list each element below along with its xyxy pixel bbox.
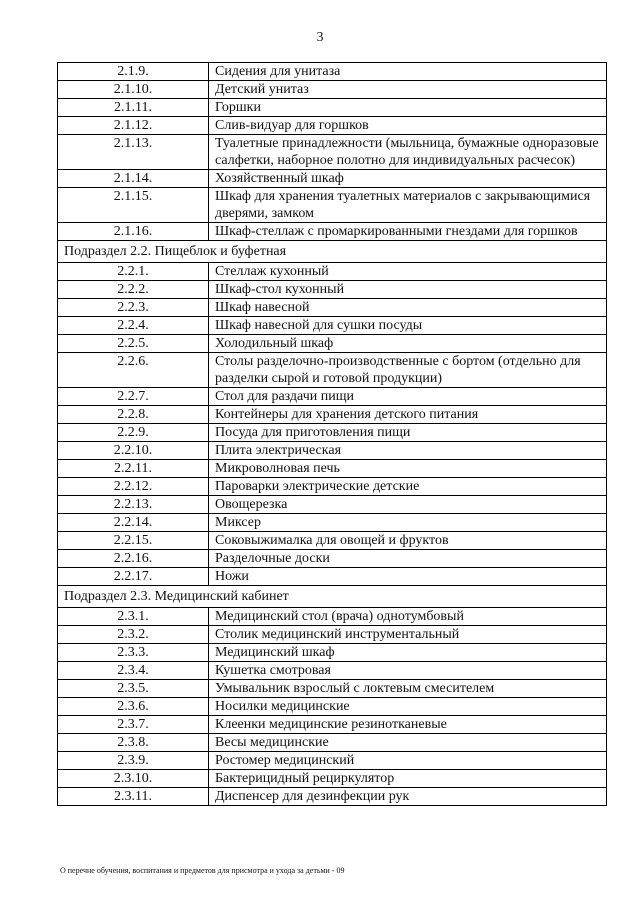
section-title: Подраздел 2.2. Пищеблок и буфетная: [58, 241, 607, 263]
item-number: 2.2.14.: [58, 514, 209, 532]
item-name: Ножи: [209, 568, 607, 586]
table-row: [58, 99, 607, 117]
table-row: [58, 532, 607, 550]
item-name: Туалетные принадлежности (мыльница, бумажные одноразовые салфетки, наборное полотно для индивидуальных расчесок): [209, 135, 607, 170]
item-name: Столик медицинский инструментальный: [209, 626, 607, 644]
item-number: 2.2.13.: [58, 496, 209, 514]
item-name: Весы медицинские: [209, 734, 607, 752]
table-row: [58, 680, 607, 698]
item-number: 2.3.8.: [58, 734, 209, 752]
item-name: Кушетка смотровая: [209, 662, 607, 680]
item-name: Носилки медицинские: [209, 698, 607, 716]
table-row: [58, 716, 607, 734]
table-row: [58, 406, 607, 424]
table-row: [58, 626, 607, 644]
item-number: 2.3.11.: [58, 788, 209, 806]
item-name: Ростомер медицинский: [209, 752, 607, 770]
item-name: Детский унитаз: [209, 81, 607, 99]
table-row: [58, 698, 607, 716]
item-number: 2.2.17.: [58, 568, 209, 586]
item-name: Клеенки медицинские резинотканевые: [209, 716, 607, 734]
section-header-row: [58, 586, 607, 608]
item-name: Шкаф навесной для сушки посуды: [209, 317, 607, 335]
table-row: [58, 478, 607, 496]
page-footer: О перечне обучения, воспитания и предметов для присмотра и ухода за детьми - 09: [60, 866, 345, 875]
item-number: 2.3.1.: [58, 608, 209, 626]
table-row: [58, 188, 607, 223]
item-name: Холодильный шкаф: [209, 335, 607, 353]
item-number: 2.2.15.: [58, 532, 209, 550]
table-row: [58, 299, 607, 317]
item-name: Пароварки электрические детские: [209, 478, 607, 496]
item-number: 2.2.9.: [58, 424, 209, 442]
item-name: Горшки: [209, 99, 607, 117]
item-number: 2.2.5.: [58, 335, 209, 353]
item-number: 2.3.6.: [58, 698, 209, 716]
item-name: Соковыжималка для овощей и фруктов: [209, 532, 607, 550]
table-row: [58, 644, 607, 662]
item-number: 2.1.11.: [58, 99, 209, 117]
item-number: 2.3.10.: [58, 770, 209, 788]
table-row: [58, 117, 607, 135]
item-number: 2.3.7.: [58, 716, 209, 734]
item-number: 2.1.14.: [58, 170, 209, 188]
item-number: 2.2.1.: [58, 263, 209, 281]
table-row: [58, 752, 607, 770]
table-row: [58, 263, 607, 281]
table-row: [58, 81, 607, 99]
item-name: Слив-видуар для горшков: [209, 117, 607, 135]
table-row: [58, 460, 607, 478]
table-row: [58, 335, 607, 353]
item-name: Стол для раздачи пищи: [209, 388, 607, 406]
item-number: 2.1.10.: [58, 81, 209, 99]
item-number: 2.1.9.: [58, 63, 209, 81]
table-row: [58, 424, 607, 442]
item-name: Контейнеры для хранения детского питания: [209, 406, 607, 424]
item-name: Столы разделочно-производственные с бортом (отдельно для разделки сырой и готовой продукции): [209, 353, 607, 388]
item-number: 2.2.3.: [58, 299, 209, 317]
table-row: [58, 281, 607, 299]
item-number: 2.3.9.: [58, 752, 209, 770]
item-name: Шкаф навесной: [209, 299, 607, 317]
section-title: Подраздел 2.3. Медицинский кабинет: [58, 586, 607, 608]
item-number: 2.3.2.: [58, 626, 209, 644]
item-number: 2.2.10.: [58, 442, 209, 460]
table-row: [58, 734, 607, 752]
table-row: [58, 317, 607, 335]
item-name: Шкаф для хранения туалетных материалов с закрывающимися дверями, замком: [209, 188, 607, 223]
table-row: [58, 353, 607, 388]
item-number: 2.1.13.: [58, 135, 209, 170]
section-header-row: [58, 241, 607, 263]
table-row: [58, 514, 607, 532]
item-number: 2.1.16.: [58, 223, 209, 241]
item-number: 2.2.8.: [58, 406, 209, 424]
table-row: [58, 496, 607, 514]
item-number: 2.2.6.: [58, 353, 209, 388]
page-number: 3: [316, 30, 324, 45]
item-number: 2.3.4.: [58, 662, 209, 680]
item-number: 2.2.12.: [58, 478, 209, 496]
table-row: [58, 442, 607, 460]
table-row: [58, 770, 607, 788]
item-name: Овощерезка: [209, 496, 607, 514]
item-name: Посуда для приготовления пищи: [209, 424, 607, 442]
table-row: [58, 223, 607, 241]
item-name: Плита электрическая: [209, 442, 607, 460]
table-row: [58, 568, 607, 586]
item-name: Шкаф-стол кухонный: [209, 281, 607, 299]
item-name: Хозяйственный шкаф: [209, 170, 607, 188]
item-number: 2.2.11.: [58, 460, 209, 478]
item-name: Стеллаж кухонный: [209, 263, 607, 281]
item-name: Сидения для унитаза: [209, 63, 607, 81]
table-row: [58, 63, 607, 81]
table-row: [58, 170, 607, 188]
table-row: [58, 608, 607, 626]
item-name: Умывальник взрослый с локтевым смесителем: [209, 680, 607, 698]
item-number: 2.2.16.: [58, 550, 209, 568]
item-number: 2.2.4.: [58, 317, 209, 335]
item-name: Шкаф-стеллаж с промаркированными гнездами для горшков: [209, 223, 607, 241]
item-name: Медицинский стол (врача) однотумбовый: [209, 608, 607, 626]
item-name: Диспенсер для дезинфекции рук: [209, 788, 607, 806]
item-number: 2.1.12.: [58, 117, 209, 135]
item-number: 2.3.3.: [58, 644, 209, 662]
item-number: 2.3.5.: [58, 680, 209, 698]
item-number: 2.1.15.: [58, 188, 209, 223]
item-name: Разделочные доски: [209, 550, 607, 568]
item-name: Миксер: [209, 514, 607, 532]
item-number: 2.2.7.: [58, 388, 209, 406]
equipment-table: [57, 62, 607, 806]
table-row: [58, 135, 607, 170]
item-name: Микроволновая печь: [209, 460, 607, 478]
table-row: [58, 662, 607, 680]
table-row: [58, 788, 607, 806]
item-name: Бактерицидный рециркулятор: [209, 770, 607, 788]
item-number: 2.2.2.: [58, 281, 209, 299]
item-name: Медицинский шкаф: [209, 644, 607, 662]
table-row: [58, 388, 607, 406]
table-row: [58, 550, 607, 568]
